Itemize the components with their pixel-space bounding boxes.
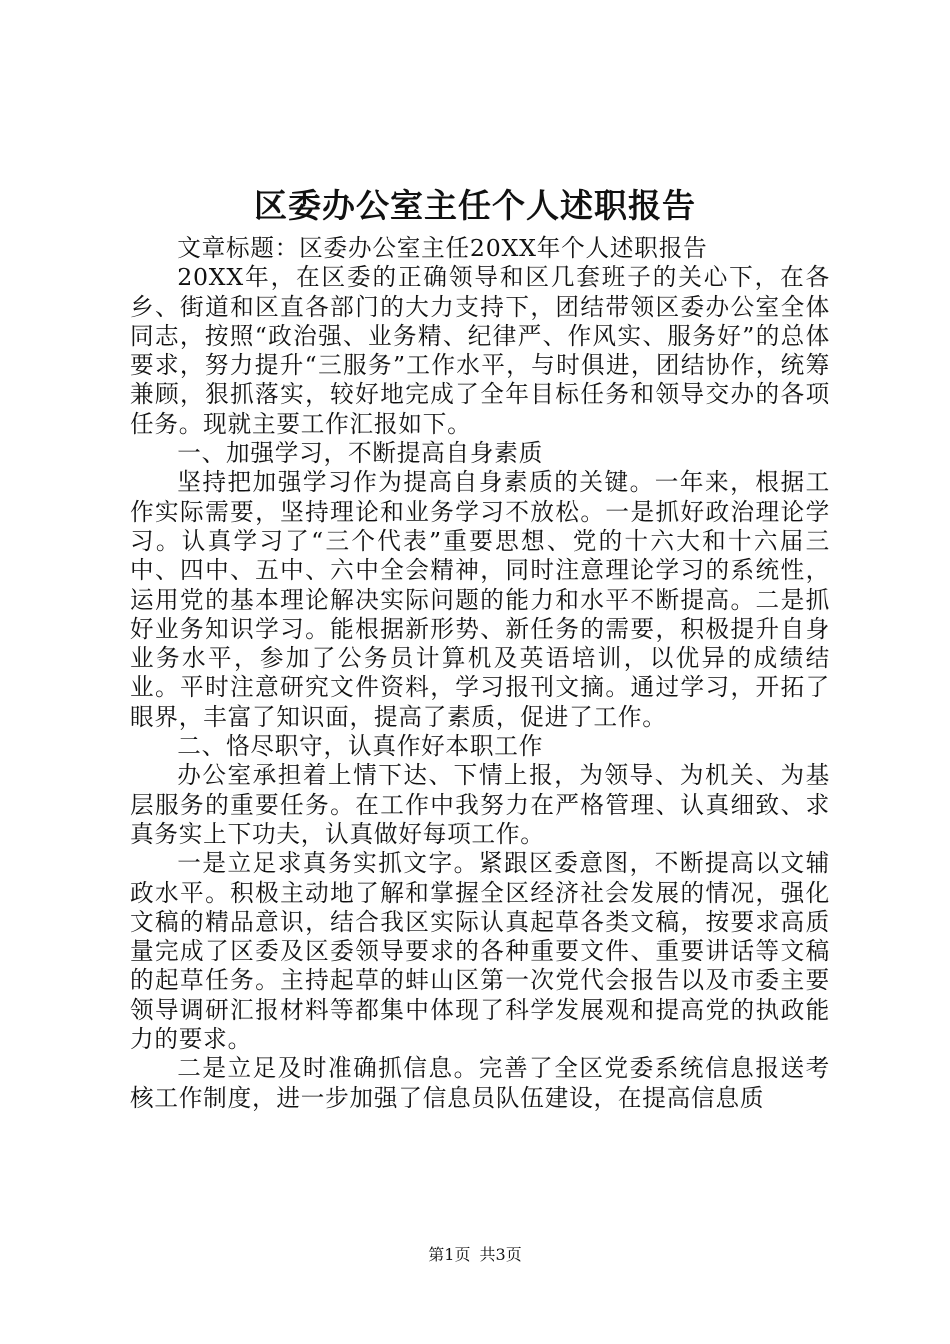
article-title-line: 文章标题：区委办公室主任20XX年个人述职报告 xyxy=(177,234,708,262)
document-title: 区委办公室主任个人述职报告 xyxy=(254,186,696,225)
intro-paragraph: 20XX年，在区委的正确领导和区几套班子的关心下，在各乡、街道和区直各部门的大力支持下，团结带领区委办公室全体同志，按照“政治强、业务精、纪律严、作风实、服务好”的总体要求，努力提升“三服务”工作水平，与时俱进，团结协作，统筹兼顾，狠抓落实，较好地完成了全年目标任务和领导交办的各项任务。现就主要工作汇报如下。 xyxy=(130,263,830,438)
page-total: 共3页 xyxy=(479,1245,522,1264)
page-footer xyxy=(0,1244,950,1266)
page-number: 第1页 xyxy=(428,1245,471,1264)
section-2-intro-paragraph: 办公室承担着上情下达、下情上报，为领导、为机关、为基层服务的重要任务。在工作中我努力在严格管理、认真细致、求真务实上下功夫，认真做好每项工作。 xyxy=(130,761,830,848)
section-heading-1: 一、加强学习，不断提高自身素质 xyxy=(177,439,544,468)
document-body xyxy=(130,234,830,1113)
section-2-item-1-paragraph: 一是立足求真务实抓文字。紧跟区委意图，不断提高以文辅政水平。积极主动地了解和掌握全区经济社会发展的情况，强化文稿的精品意识，结合我区实际认真起草各类文稿，按要求高质量完成了区委及区委领导要求的各种重要文件、重要讲话等文稿的起草任务。主持起草的蚌山区第一次党代会报告以及市委主要领导调研汇报材料等都集中体现了科学发展观和提高党的执政能力的要求。 xyxy=(130,849,830,1054)
section-2-item-2-paragraph: 二是立足及时准确抓信息。完善了全区党委系统信息报送考核工作制度，进一步加强了信息员队伍建设，在提高信息质 xyxy=(130,1054,830,1112)
section-heading-2: 二、恪尽职守，认真作好本职工作 xyxy=(177,732,544,761)
section-1-paragraph: 坚持把加强学习作为提高自身素质的关键。一年来，根据工作实际需要，坚持理论和业务学习不放松。一是抓好政治理论学习。认真学习了“三个代表”重要思想、党的十六大和十六届三中、四中、五中、六中全会精神，同时注意理论学习的系统性，运用党的基本理论解决实际问题的能力和水平不断提高。二是抓好业务知识学习。能根据新形势、新任务的需要，积极提升自身业务水平，参加了公务员计算机及英语培训，以优异的成绩结业。平时注意研究文件资料，学习报刊文摘。通过学习，开拓了眼界，丰富了知识面，提高了素质，促进了工作。 xyxy=(130,468,830,731)
